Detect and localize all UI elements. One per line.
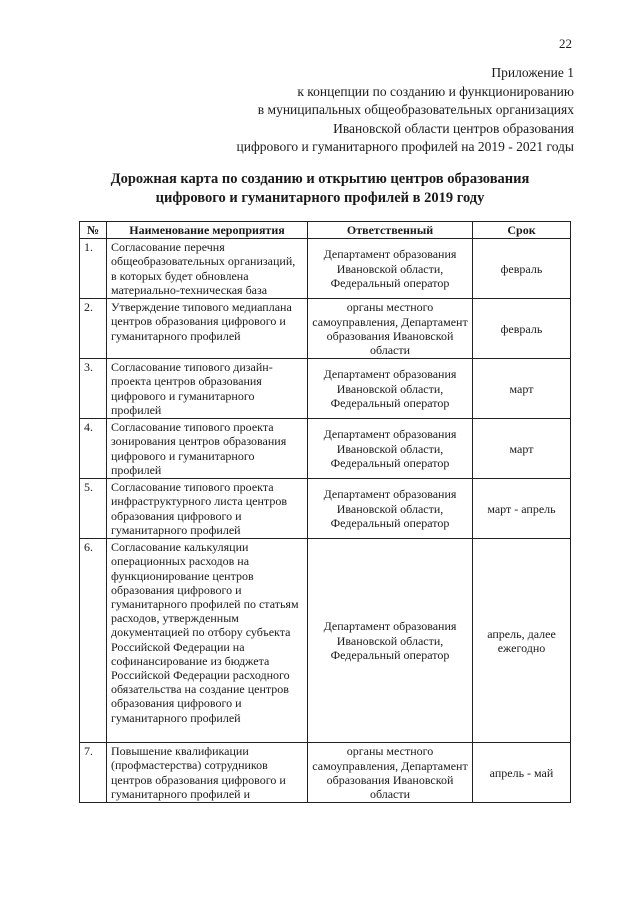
appendix-header: [54, 64, 574, 157]
table-row: [80, 239, 571, 299]
table-row: [80, 299, 571, 359]
row-responsible: Департамент образования Ивановской области, Федеральный оператор: [308, 419, 473, 479]
row-activity: Повышение квалификации (профмастерства) сотрудников центров образования цифрового и гуманитарного профилей и: [107, 743, 308, 803]
appendix-line: в муниципальных общеобразовательных организациях: [257, 102, 574, 117]
row-activity: Согласование типового проекта зонирования центров образования цифрового и гуманитарного профилей: [107, 419, 308, 479]
table-header-row: [80, 222, 571, 239]
row-term: март - апрель: [473, 479, 571, 539]
row-number: 1.: [80, 239, 107, 299]
row-activity: Согласование типового проекта инфраструктурного листа центров образования цифрового и гуманитарного профилей: [107, 479, 308, 539]
roadmap-table: [79, 221, 571, 803]
row-term: март: [473, 419, 571, 479]
row-number: 5.: [80, 479, 107, 539]
row-responsible: Департамент образования Ивановской области, Федеральный оператор: [308, 479, 473, 539]
row-number: 4.: [80, 419, 107, 479]
row-responsible: Департамент образования Ивановской области, Федеральный оператор: [308, 239, 473, 299]
row-responsible: органы местного самоуправления, Департамент образования Ивановской области: [308, 299, 473, 359]
row-term: февраль: [473, 299, 571, 359]
document-title: [60, 170, 580, 208]
row-term: март: [473, 359, 571, 419]
appendix-line: Ивановской области центров образования: [333, 120, 574, 136]
row-activity: Согласование перечня общеобразовательных организаций, в которых будет обновлена материально-техническая база: [107, 239, 308, 299]
page-number: 22: [559, 36, 572, 51]
header-responsible: Ответственный: [308, 222, 473, 239]
row-number: 6.: [80, 539, 107, 743]
row-activity: Утверждение типового медиаплана центров образования цифрового и гуманитарного профилей: [107, 299, 308, 359]
table-row: [80, 539, 571, 743]
row-number: 7.: [80, 743, 107, 803]
table-row: [80, 743, 571, 803]
row-term: апрель, далее ежегодно: [473, 539, 571, 743]
row-term: апрель - май: [473, 743, 571, 803]
row-activity: Согласование калькуляции операционных расходов на функционирование центров образования цифрового и гуманитарного профилей по статьям расходов, утвержденным документацией по отбору субъекта Российской Федерации на софинансирование из бюджета Российской Федерации расходного обязательства на создание центров образования цифрового и гуманитарного профилей: [107, 539, 308, 743]
header-term: Срок: [473, 222, 571, 239]
header-num: №: [80, 222, 107, 239]
header-name: Наименование мероприятия: [107, 222, 308, 239]
row-number: 3.: [80, 359, 107, 419]
table-row: [80, 479, 571, 539]
appendix-line: цифрового и гуманитарного профилей на 2019 - 2021 годы: [236, 139, 574, 154]
row-responsible: органы местного самоуправления, Департамент образования Ивановской области: [308, 743, 473, 803]
title-line: цифрового и гуманитарного профилей в 2019 году: [155, 190, 485, 206]
row-number: 2.: [80, 299, 107, 359]
row-responsible: Департамент образования Ивановской области, Федеральный оператор: [308, 539, 473, 743]
row-term: февраль: [473, 239, 571, 299]
row-activity: Согласование типового дизайн-проекта центров образования цифрового и гуманитарного профилей: [107, 359, 308, 419]
appendix-line: Приложение 1: [491, 65, 574, 80]
row-responsible: Департамент образования Ивановской области, Федеральный оператор: [308, 359, 473, 419]
table-row: [80, 419, 571, 479]
title-line: Дорожная карта по созданию и открытию центров образования: [110, 171, 530, 187]
appendix-line: к концепции по созданию и функционированию: [297, 83, 574, 99]
table-row: [80, 359, 571, 419]
